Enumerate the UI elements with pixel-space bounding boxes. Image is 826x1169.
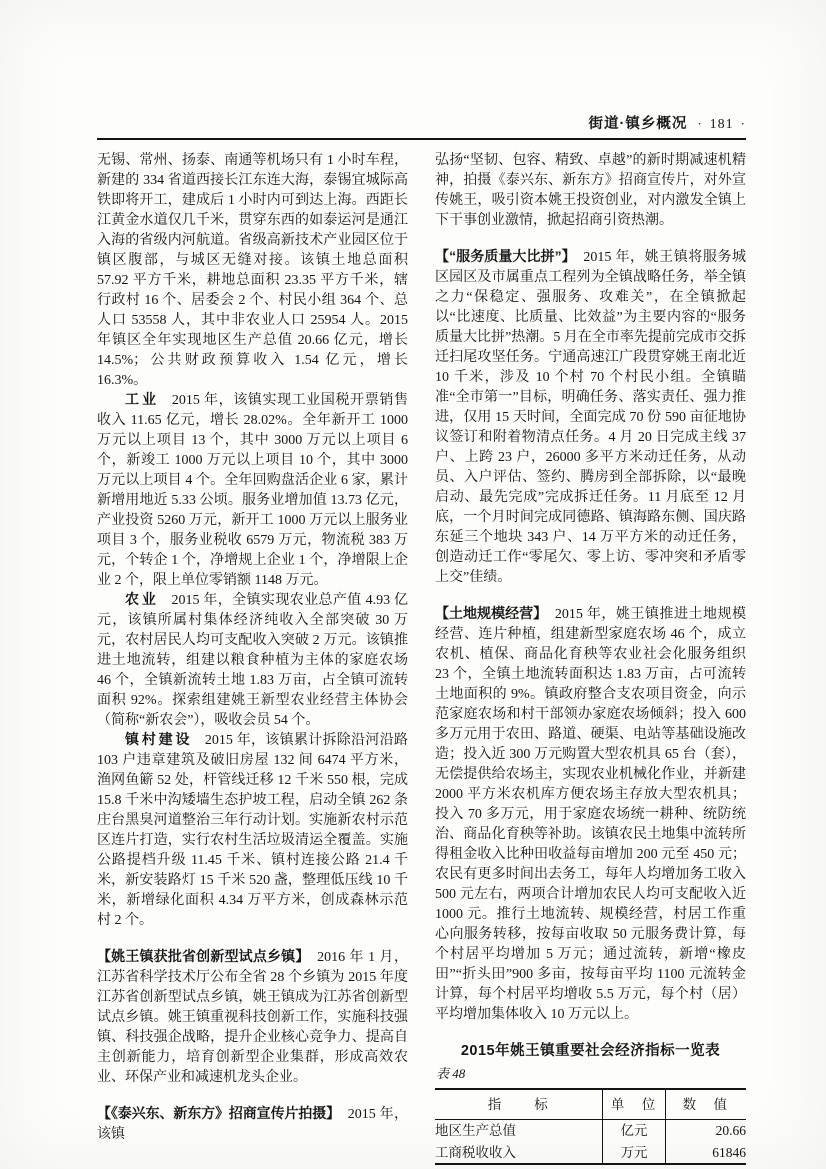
- header-rule: [97, 138, 746, 140]
- page-number-dot-left: ·: [697, 116, 703, 131]
- paragraph: 无锡、常州、扬泰、南通等机场只有 1 小时车程，新建的 334 省道西接长江东连大海，泰锡宜城际高铁即将开工，建成后 1 小时内可到达上海。西距长江黄金水道仅几千米，贯穿东西的如泰运河是通江入海的省级内河航道。省级高新技术产业园区位于镇区腹部，与城区无缝对接。该镇土地总面积 57.92 平方千米，耕地总面积 23.35 平方千米，辖行政村 16 个、居委会 2 个、村民小组 364 个、总人口 53558 人，其中非农业人口 25954 人。2015 年镇区全年实现地区生产总值 20.66 亿元，增长 14.5%；公共财政预算收入 1.54 亿元，增长 16.3%。: [97, 153, 408, 388]
- entry-paragraph: 【《泰兴东、新东方》招商宣传片拍摄】 2015 年，该镇: [97, 1105, 408, 1142]
- paragraph: 弘扬“坚韧、包容、精致、卓越”的新时期减速机精神，拍摄《泰兴东、新东方》招商宣传片，对外宣传姚王，吸引资本姚王投资创业，对内激发全镇上下干事创业激情，掀起招商引资热潮。: [435, 153, 746, 228]
- run-in-heading: 农业: [125, 593, 159, 608]
- table-row: [435, 1142, 746, 1165]
- run-in-heading: 工业: [125, 393, 160, 408]
- table-header-row: [435, 1089, 746, 1120]
- page-number: [697, 116, 746, 133]
- paragraph: 农业 2015 年，全镇实现农业总产值 4.93 亿元，该镇所属村集体经济纯收入全部突破 30 万元，农村居民人均可支配收入突破 2 万元。该镇推进土地流转，组建以粮食种植为主体的家庭农场 46 个，全镇新流转土地 1.83 万亩，占全镇可流转面积 92%。探索组建姚王新型农业经营主体协会（简称“新农会”），吸收会员 54 个。: [97, 593, 409, 728]
- table-cell: 工商税收收入: [435, 1144, 516, 1160]
- right-column-paragraphs: [435, 151, 746, 1025]
- table-row: [435, 1120, 746, 1142]
- table-cell: 61846: [665, 1142, 746, 1165]
- table-caption: 表 48: [436, 1066, 466, 1081]
- entry-heading: 【《泰兴东、新东方》招商宣传片拍摄】: [97, 1105, 341, 1121]
- table-cell: 20.66: [665, 1120, 746, 1142]
- page-number-value: 181: [709, 117, 734, 132]
- table-header-cell: 指 标: [435, 1089, 603, 1120]
- economic-indicators-table-block: [435, 1041, 746, 1165]
- table-cell: 地区生产总值: [435, 1123, 516, 1138]
- table-cell: 亿元: [603, 1120, 665, 1142]
- table-title: 2015年姚王镇重要社会经济指标一览表: [460, 1043, 721, 1059]
- left-column: [97, 151, 408, 1165]
- paragraph: 工业 2015 年，该镇实现工业国税开票销售收入 11.65 亿元，增长 28.02%。全年新开工 1000 万元以上项目 13 个，其中 3000 万元以上项目 6 个，新竣工 1000 万元以上项目 10 个，其中 3000 万元以上项目 4 个。全年回购盘活企业 6 家，累计新增用地近 5.33 公顷。服务业增加值 13.73 亿元，产业投资 5260 万元，新开工 1000 万元以上服务业项目 3 个，服务业税收 6579 万元，物流税 383 万元，个转企 1 个，净增规上企业 1 个，净增限上企业 2 个，限上单位零销额 1148 万元。: [97, 393, 409, 588]
- table-cell: 万元: [603, 1142, 665, 1165]
- entry-paragraph: 【“服务质量大比拼”】 2015 年，姚王镇将服务城区园区及市属重点工程列为全镇战略任务，举全镇之力“保稳定、强服务、攻难关”，在全镇掀起以“比速度、比质量、比效益”为主要内容的“服务质量大比拼”热潮。5 月在全市率先提前完成市交拆迁扫尾攻坚任务。宁通高速江广段贯穿姚王南北近 10 千米，涉及 10 个村 70 个村民小组。全镇瞄准“全市第一”目标，明确任务、落实责任、强力推进，仅用 15 天时间，全面完成 70 份 590 亩征地协议签订和附着物清点任务。4 月 20 日完成主线 37 户、上跨 23 户，26000 多平方米动迁任务，从动员、入户评估、签约、腾房到全部拆除，以“最晚启动、最先完成”完成拆迁任务。11 月底至 12 月底，一个月时间完成同德路、镇海路东侧、国庆路东延三个地块 343 户、14 万平方米的动迁任务，创造动迁工作“零尾欠、零上访、零冲突和矛盾零上交”佳绩。: [435, 248, 747, 585]
- page-content: [97, 112, 746, 1165]
- entry-heading: 【土地规模经营】: [435, 605, 548, 621]
- section-title: 街道·镇乡概况: [588, 116, 688, 132]
- entry-heading: 【姚王镇获批省创新型试点乡镇】: [97, 948, 310, 964]
- right-column: [435, 151, 746, 1165]
- entry-heading: 【“服务质量大比拼”】: [435, 248, 576, 264]
- paragraph: 镇村建设 2015 年，该镇累计拆除沿河沿路 103 户违章建筑及破旧房屋 132 间 6474 平方米，渔网鱼簖 52 处，杆管线迁移 12 千米 550 根，完成 15.8 千米中沟矮墙生态护坡工程，启动全镇 262 条庄台黑臭河道整治三年行动计划。实施新农村示范区连片打造，实行农村生活垃圾清运全覆盖。实施公路提档升级 11.45 千米、镇村连接公路 21.4 千米，新安装路灯 15 千米 520 盏，整理低压线 10 千米，新增绿化面积 4.34 万平方米，创成森林示范村 2 个。: [97, 733, 408, 928]
- running-header: [97, 112, 746, 134]
- table-header-cell: 数 值: [665, 1089, 746, 1120]
- entry-paragraph: 【土地规模经营】 2015 年，姚王镇推进土地规模经营、连片种植，组建新型家庭农场 46 个，成立农机、植保、商品化育秧等农业社会化服务组织 23 个，全镇土地流转面积达 1.83 万亩，占可流转土地面积的 9%。镇政府整合支农项目资金，向示范家庭农场和村干部领办家庭农场倾斜；投入 600 多万元用于农田、路道、硬渠、电站等基础设施改造；投入近 300 万元购置大型农机具 65 台（套），无偿提供给农场主，实现农业机械化作业，并新建 2000 平方米农机库方便农场主存放大型农机具；投入 70 多万元，用于家庭农场统一耕种、统防统治、商品化育秧等补助。该镇农民土地集中流转所得租金收入比种田收益每亩增加 200 元至 450 元；农民有更多时间出去务工，每年人均增加务工收入 500 元左右，两项合计增加农民人均可支配收入近 1000 元。推行土地流转、规模经营，村居工作重心向服务转移，按每亩收取 50 元服务费计算，每个村居平均增加 5 万元；通过流转，新增“橡皮田”“折头田”900 多亩，按每亩平均 1100 元流转金计算，每个村居平均增收 5.5 万元，每个村（居）平均增加集体收入 10 万元以上。: [435, 605, 747, 1022]
- page-number-dot-right: ·: [740, 116, 746, 131]
- run-in-heading: 镇村建设: [125, 733, 193, 748]
- economic-indicators-table: [435, 1088, 746, 1165]
- entry-paragraph: 【姚王镇获批省创新型试点乡镇】 2016 年 1 月，江苏省科学技术厅公布全省 28 个乡镇为 2015 年度江苏省创新型试点乡镇，姚王镇成为江苏省创新型试点乡镇。姚王镇重视科技创新工作，实施科技强镇、科技强企战略，提升企业核心竞争力、提高自主创新能力，培育创新型企业集群，形成高效农业、环保产业和减速机龙头企业。: [97, 948, 408, 1085]
- two-column-layout: [97, 151, 746, 1165]
- table-header-cell: 单 位: [603, 1089, 665, 1120]
